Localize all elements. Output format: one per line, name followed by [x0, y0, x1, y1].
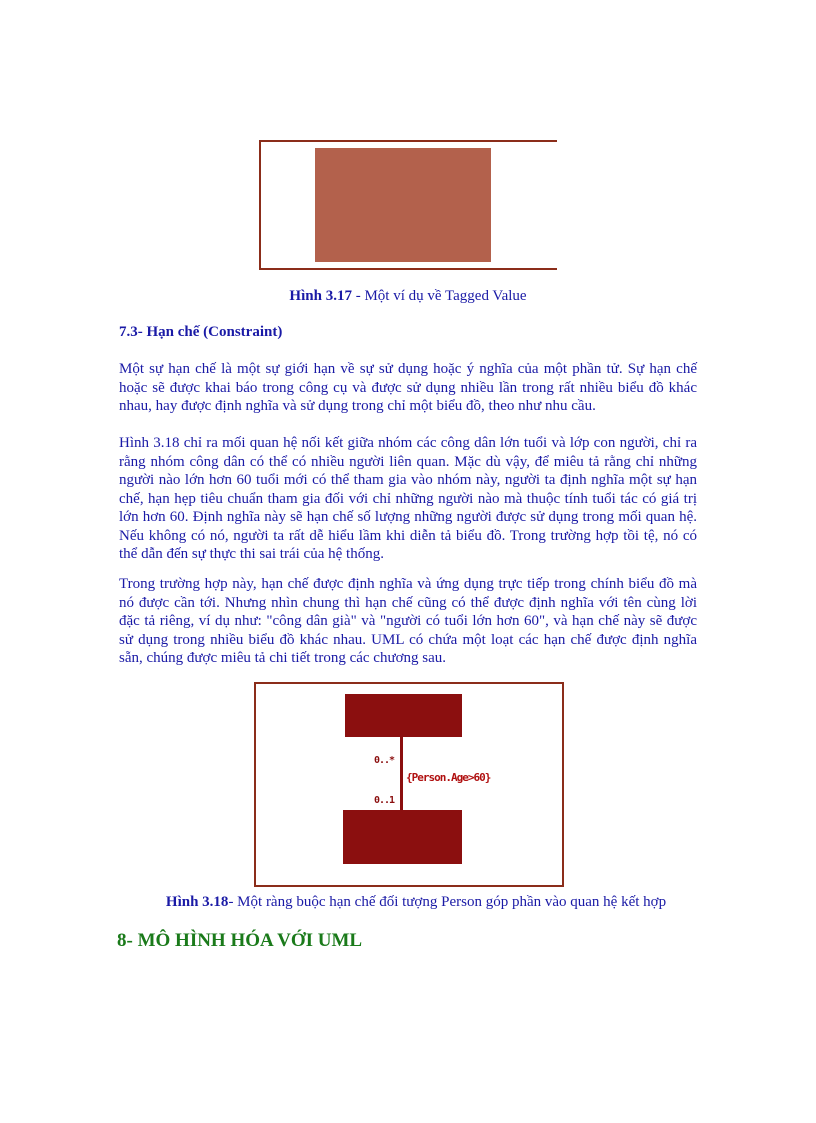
chapter-heading-uml-modeling: 8- MÔ HÌNH HÓA VỚI UML	[117, 930, 363, 951]
section-heading-constraint: 7.3- Hạn chế (Constraint)	[119, 324, 283, 340]
figure-3-17-caption-text: - Một ví dụ về Tagged Value	[351, 288, 527, 304]
association-line	[400, 736, 403, 812]
figure-3-17-caption	[0, 288, 816, 305]
figure-3-18-caption	[8, 894, 816, 911]
person-class-box	[343, 810, 462, 864]
paragraph-figure-3-18-explanation: Hình 3.18 chỉ ra mối quan hệ nối kết giữa nhóm các công dân lớn tuổi và lớp con người, chỉ ra rằng nhóm công dân có thể có nhiều người liên quan. Mặc dù vậy, để miêu tả rằng chỉ những người nào lớn hơn 60 tuổi mới có thể tham gia vào nhóm này, người ta định nghĩa một sự hạn chế, hạn hẹp tiêu chuẩn tham gia đối với chỉ những người nào mà thuộc tính tuổi tác có giá trị lớn hơn 60. Định nghĩa này sẽ hạn chế số lượng những người được sử dụng trong mối quan hệ. Nếu không có nó, người ta rất dễ hiểu lầm khi diễn tả biểu đồ. Trong trường hợp tồi tệ, nó có thể dẫn đến sự thực thi sai trái của hệ thống.	[119, 435, 697, 562]
multiplicity-top: 0..*	[374, 755, 395, 766]
figure-3-18-caption-text: - Một ràng buộc hạn chế đối tượng Person góp phần vào quan hệ kết hợp	[228, 894, 667, 910]
figure-3-17-element-box	[315, 148, 491, 262]
constraint-label: {Person.Age>60}	[406, 771, 491, 784]
paragraph-constraint-usage: Trong trường hợp này, hạn chế được định nghĩa và ứng dụng trực tiếp trong chính biểu đồ mà nó được cần tới. Nhưng nhìn chung thì hạn chế cũng có thể được định nghĩa với tên cùng lời đặc tả riêng, ví dụ như: "công dân già" và "người có tuổi lớn hơn 60", và hạn chế này sẽ được sử dụng trong nhiều biểu đồ khác nhau. UML có chứa một loạt các hạn chế được định nghĩa sẵn, chúng được miêu tả chi tiết trong các chương sau.	[119, 576, 697, 666]
paragraph-constraint-definition: Một sự hạn chế là một sự giới hạn về sự sử dụng hoặc ý nghĩa của một phần tử. Sự hạn chế hoặc sẽ được khai báo trong công cụ và được sử dụng nhiều lần trong rất nhiều biểu đồ khác nhau, hay được định nghĩa và sử dụng trong chỉ một biểu đồ, theo như nhu cầu.	[119, 361, 697, 414]
multiplicity-bottom: 0..1	[374, 795, 395, 806]
figure-3-17-caption-number: Hình 3.17	[289, 288, 352, 304]
senior-citizen-group-class-box	[345, 694, 462, 737]
figure-3-18-caption-number: Hình 3.18	[165, 894, 229, 910]
